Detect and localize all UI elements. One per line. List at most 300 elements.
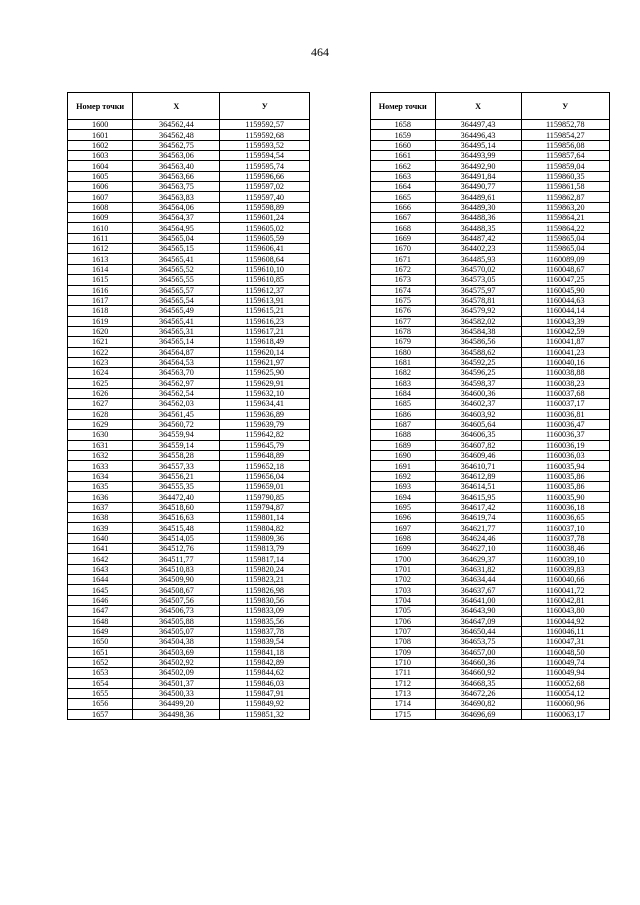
table-row [371,657,610,667]
point-number-cell: 1623 [68,357,133,367]
table-row [68,244,310,254]
y-coordinate-cell: 1159864,21 [521,213,609,223]
x-coordinate-cell: 364565,55 [133,275,220,285]
y-coordinate-cell: 1159639,79 [220,419,310,429]
x-coordinate-cell: 364500,33 [133,688,220,698]
table-row [68,347,310,357]
point-number-cell: 1684 [371,388,436,398]
point-number-cell: 1691 [371,461,436,471]
point-number-cell: 1681 [371,357,436,367]
y-coordinate-cell: 1159826,98 [220,585,310,595]
x-coordinate-cell: 364559,14 [133,440,220,450]
table-row [371,182,610,192]
y-coordinate-cell: 1159618,49 [220,337,310,347]
table-row [68,606,310,616]
point-number-cell: 1659 [371,130,436,140]
x-coordinate-cell: 364504,38 [133,637,220,647]
table-row [371,388,610,398]
table-row [68,151,310,161]
x-coordinate-cell: 364602,37 [435,399,521,409]
point-number-cell: 1608 [68,202,133,212]
header-y: У [521,93,609,120]
x-coordinate-cell: 364603,92 [435,409,521,419]
x-coordinate-cell: 364503,69 [133,647,220,657]
y-coordinate-cell: 1160044,92 [521,616,609,626]
x-coordinate-cell: 364565,41 [133,316,220,326]
x-coordinate-cell: 364564,53 [133,357,220,367]
x-coordinate-cell: 364562,44 [133,120,220,130]
point-number-cell: 1666 [371,202,436,212]
table-row [68,585,310,595]
y-coordinate-cell: 1159617,21 [220,326,310,336]
table-row [371,295,610,305]
point-number-cell: 1713 [371,688,436,698]
point-number-cell: 1680 [371,347,436,357]
table-header-row [68,93,310,120]
y-coordinate-cell: 1159597,02 [220,182,310,192]
y-coordinate-cell: 1160042,59 [521,326,609,336]
x-coordinate-cell: 364558,28 [133,451,220,461]
table-row [371,306,610,316]
table-row [68,254,310,264]
y-coordinate-cell: 1159634,41 [220,399,310,409]
table-row [371,254,610,264]
y-coordinate-cell: 1159820,24 [220,564,310,574]
x-coordinate-cell: 364493,99 [435,151,521,161]
y-coordinate-cell: 1159636,89 [220,409,310,419]
x-coordinate-cell: 364614,51 [435,482,521,492]
table-row [371,544,610,554]
y-coordinate-cell: 1159593,52 [220,140,310,150]
table-row [68,264,310,274]
point-number-cell: 1611 [68,233,133,243]
table-row [371,368,610,378]
table-row [371,482,610,492]
coordinates-table-right [370,92,610,720]
point-number-cell: 1613 [68,254,133,264]
table-row [68,368,310,378]
table-row [371,595,610,605]
point-number-cell: 1620 [68,326,133,336]
x-coordinate-cell: 364598,37 [435,378,521,388]
y-coordinate-cell: 1160035,86 [521,482,609,492]
point-number-cell: 1656 [68,699,133,709]
y-coordinate-cell: 1160054,12 [521,688,609,698]
y-coordinate-cell: 1159613,91 [220,295,310,305]
point-number-cell: 1653 [68,668,133,678]
y-coordinate-cell: 1159592,57 [220,120,310,130]
table-row [68,626,310,636]
header-y: У [220,93,310,120]
point-number-cell: 1689 [371,440,436,450]
y-coordinate-cell: 1159605,02 [220,223,310,233]
table-row [68,182,310,192]
y-coordinate-cell: 1159601,24 [220,213,310,223]
point-number-cell: 1705 [371,606,436,616]
table-row [68,357,310,367]
table-header-row [371,93,610,120]
table-row [371,202,610,212]
x-coordinate-cell: 364607,82 [435,440,521,450]
y-coordinate-cell: 1160036,18 [521,502,609,512]
table-row [371,140,610,150]
y-coordinate-cell: 1160036,81 [521,409,609,419]
point-number-cell: 1626 [68,388,133,398]
x-coordinate-cell: 364564,37 [133,213,220,223]
x-coordinate-cell: 364643,90 [435,606,521,616]
table-row [68,419,310,429]
x-coordinate-cell: 364564,06 [133,202,220,212]
point-number-cell: 1670 [371,244,436,254]
table-row [68,295,310,305]
y-coordinate-cell: 1160036,47 [521,419,609,429]
point-number-cell: 1646 [68,595,133,605]
y-coordinate-cell: 1159854,27 [521,130,609,140]
point-number-cell: 1617 [68,295,133,305]
y-coordinate-cell: 1160089,09 [521,254,609,264]
point-number-cell: 1614 [68,264,133,274]
point-number-cell: 1706 [371,616,436,626]
y-coordinate-cell: 1160044,63 [521,295,609,305]
x-coordinate-cell: 364575,97 [435,285,521,295]
table-row [68,554,310,564]
table-row [68,285,310,295]
table-row [68,533,310,543]
point-number-cell: 1603 [68,151,133,161]
y-coordinate-cell: 1159860,35 [521,171,609,181]
y-coordinate-cell: 1159856,08 [521,140,609,150]
point-number-cell: 1697 [371,523,436,533]
y-coordinate-cell: 1159656,04 [220,471,310,481]
point-number-cell: 1636 [68,492,133,502]
y-coordinate-cell: 1159615,21 [220,306,310,316]
x-coordinate-cell: 364489,61 [435,192,521,202]
table-row [371,440,610,450]
y-coordinate-cell: 1159621,97 [220,357,310,367]
y-coordinate-cell: 1160036,37 [521,430,609,440]
header-x: Х [133,93,220,120]
x-coordinate-cell: 364565,52 [133,264,220,274]
point-number-cell: 1678 [371,326,436,336]
x-coordinate-cell: 364561,45 [133,409,220,419]
x-coordinate-cell: 364637,67 [435,585,521,595]
x-coordinate-cell: 364624,46 [435,533,521,543]
y-coordinate-cell: 1159864,22 [521,223,609,233]
table-row [68,668,310,678]
table-row [68,326,310,336]
y-coordinate-cell: 1159849,92 [220,699,310,709]
x-coordinate-cell: 364562,75 [133,140,220,150]
x-coordinate-cell: 364600,36 [435,388,521,398]
point-number-cell: 1628 [68,409,133,419]
x-coordinate-cell: 364565,41 [133,254,220,264]
y-coordinate-cell: 1160037,78 [521,533,609,543]
x-coordinate-cell: 364631,82 [435,564,521,574]
y-coordinate-cell: 1159620,14 [220,347,310,357]
table-row [371,151,610,161]
y-coordinate-cell: 1160043,80 [521,606,609,616]
table-row [68,699,310,709]
x-coordinate-cell: 364496,43 [435,130,521,140]
point-number-cell: 1606 [68,182,133,192]
x-coordinate-cell: 364563,40 [133,161,220,171]
table-row [371,326,610,336]
table-row [371,316,610,326]
y-coordinate-cell: 1160045,90 [521,285,609,295]
x-coordinate-cell: 364512,76 [133,544,220,554]
table-row [371,409,610,419]
y-coordinate-cell: 1160036,19 [521,440,609,450]
point-number-cell: 1683 [371,378,436,388]
y-coordinate-cell: 1159595,74 [220,161,310,171]
point-number-cell: 1639 [68,523,133,533]
point-number-cell: 1687 [371,419,436,429]
table-row [68,399,310,409]
point-number-cell: 1708 [371,637,436,647]
y-coordinate-cell: 1160039,83 [521,564,609,574]
point-number-cell: 1710 [371,657,436,667]
x-coordinate-cell: 364498,36 [133,709,220,719]
x-coordinate-cell: 364578,81 [435,295,521,305]
table-row [371,233,610,243]
table-row [68,316,310,326]
table-row [371,606,610,616]
x-coordinate-cell: 364402,23 [435,244,521,254]
table-row [371,616,610,626]
point-number-cell: 1663 [371,171,436,181]
x-coordinate-cell: 364609,46 [435,451,521,461]
y-coordinate-cell: 1159612,37 [220,285,310,295]
x-coordinate-cell: 364634,44 [435,575,521,585]
point-number-cell: 1627 [68,399,133,409]
y-coordinate-cell: 1160060,96 [521,699,609,709]
table-row [68,492,310,502]
table-row [371,213,610,223]
table-row [371,533,610,543]
point-number-cell: 1643 [68,564,133,574]
point-number-cell: 1605 [68,171,133,181]
table-row [68,451,310,461]
x-coordinate-cell: 364619,74 [435,513,521,523]
x-coordinate-cell: 364560,72 [133,419,220,429]
x-coordinate-cell: 364515,48 [133,523,220,533]
y-coordinate-cell: 1159852,78 [521,120,609,130]
header-point-number: Номер точки [68,93,133,120]
point-number-cell: 1661 [371,151,436,161]
point-number-cell: 1638 [68,513,133,523]
table-row [68,595,310,605]
x-coordinate-cell: 364579,92 [435,306,521,316]
point-number-cell: 1672 [371,264,436,274]
table-row [371,678,610,688]
y-coordinate-cell: 1159863,20 [521,202,609,212]
table-row [371,378,610,388]
y-coordinate-cell: 1159837,78 [220,626,310,636]
header-x: Х [435,93,521,120]
x-coordinate-cell: 364647,09 [435,616,521,626]
point-number-cell: 1624 [68,368,133,378]
x-coordinate-cell: 364563,66 [133,171,220,181]
y-coordinate-cell: 1159859,04 [521,161,609,171]
x-coordinate-cell: 364660,36 [435,657,521,667]
point-number-cell: 1692 [371,471,436,481]
x-coordinate-cell: 364488,35 [435,223,521,233]
y-coordinate-cell: 1160052,68 [521,678,609,688]
x-coordinate-cell: 364514,05 [133,533,220,543]
x-coordinate-cell: 364502,09 [133,668,220,678]
y-coordinate-cell: 1160048,50 [521,647,609,657]
point-number-cell: 1667 [371,213,436,223]
x-coordinate-cell: 364565,31 [133,326,220,336]
x-coordinate-cell: 364495,14 [435,140,521,150]
point-number-cell: 1604 [68,161,133,171]
x-coordinate-cell: 364584,38 [435,326,521,336]
y-coordinate-cell: 1159847,91 [220,688,310,698]
x-coordinate-cell: 364472,40 [133,492,220,502]
point-number-cell: 1652 [68,657,133,667]
x-coordinate-cell: 364650,44 [435,626,521,636]
y-coordinate-cell: 1159629,91 [220,378,310,388]
x-coordinate-cell: 364570,02 [435,264,521,274]
y-coordinate-cell: 1159632,10 [220,388,310,398]
point-number-cell: 1696 [371,513,436,523]
table-row [68,502,310,512]
page-number: 464 [311,45,329,59]
x-coordinate-cell: 364610,71 [435,461,521,471]
table-row [371,430,610,440]
y-coordinate-cell: 1159857,64 [521,151,609,161]
x-coordinate-cell: 364563,83 [133,192,220,202]
point-number-cell: 1649 [68,626,133,636]
y-coordinate-cell: 1159605,59 [220,233,310,243]
table-row [68,140,310,150]
point-number-cell: 1671 [371,254,436,264]
y-coordinate-cell: 1160037,68 [521,388,609,398]
x-coordinate-cell: 364564,87 [133,347,220,357]
x-coordinate-cell: 364505,88 [133,616,220,626]
table-row [371,192,610,202]
point-number-cell: 1629 [68,419,133,429]
y-coordinate-cell: 1160048,67 [521,264,609,274]
x-coordinate-cell: 364557,33 [133,461,220,471]
y-coordinate-cell: 1160043,39 [521,316,609,326]
y-coordinate-cell: 1160039,10 [521,554,609,564]
point-number-cell: 1651 [68,647,133,657]
x-coordinate-cell: 364629,37 [435,554,521,564]
x-coordinate-cell: 364485,93 [435,254,521,264]
table-row [68,378,310,388]
y-coordinate-cell: 1160042,81 [521,595,609,605]
x-coordinate-cell: 364497,43 [435,120,521,130]
table-row [68,482,310,492]
x-coordinate-cell: 364509,90 [133,575,220,585]
table-row [68,647,310,657]
table-row [68,544,310,554]
x-coordinate-cell: 364615,95 [435,492,521,502]
table-row [68,616,310,626]
y-coordinate-cell: 1160038,46 [521,544,609,554]
table-row [68,678,310,688]
point-number-cell: 1679 [371,337,436,347]
table-row [371,709,610,719]
table-row [68,409,310,419]
x-coordinate-cell: 364660,92 [435,668,521,678]
point-number-cell: 1616 [68,285,133,295]
y-coordinate-cell: 1160063,17 [521,709,609,719]
table-row [68,513,310,523]
table-row [371,357,610,367]
x-coordinate-cell: 364621,77 [435,523,521,533]
y-coordinate-cell: 1159645,79 [220,440,310,450]
table-row [371,492,610,502]
x-coordinate-cell: 364565,54 [133,295,220,305]
table-row [68,337,310,347]
point-number-cell: 1637 [68,502,133,512]
x-coordinate-cell: 364510,83 [133,564,220,574]
table-row [68,461,310,471]
x-coordinate-cell: 364491,84 [435,171,521,181]
point-number-cell: 1662 [371,161,436,171]
y-coordinate-cell: 1159801,14 [220,513,310,523]
point-number-cell: 1682 [371,368,436,378]
point-number-cell: 1676 [371,306,436,316]
y-coordinate-cell: 1160049,74 [521,657,609,667]
y-coordinate-cell: 1159862,87 [521,192,609,202]
point-number-cell: 1650 [68,637,133,647]
y-coordinate-cell: 1159861,58 [521,182,609,192]
y-coordinate-cell: 1159616,23 [220,316,310,326]
y-coordinate-cell: 1160035,90 [521,492,609,502]
x-coordinate-cell: 364563,70 [133,368,220,378]
table-row [68,575,310,585]
table-row [68,564,310,574]
table-row [371,668,610,678]
x-coordinate-cell: 364562,97 [133,378,220,388]
y-coordinate-cell: 1160047,31 [521,637,609,647]
table-row [371,626,610,636]
x-coordinate-cell: 364565,04 [133,233,220,243]
coordinates-table-left [67,92,310,720]
table-row [371,285,610,295]
y-coordinate-cell: 1160041,23 [521,347,609,357]
x-coordinate-cell: 364668,35 [435,678,521,688]
table-row [371,399,610,409]
x-coordinate-cell: 364562,54 [133,388,220,398]
point-number-cell: 1602 [68,140,133,150]
point-number-cell: 1688 [371,430,436,440]
point-number-cell: 1647 [68,606,133,616]
y-coordinate-cell: 1159592,68 [220,130,310,140]
x-coordinate-cell: 364627,10 [435,544,521,554]
point-number-cell: 1664 [371,182,436,192]
x-coordinate-cell: 364511,77 [133,554,220,564]
point-number-cell: 1673 [371,275,436,285]
table-row [371,419,610,429]
x-coordinate-cell: 364588,62 [435,347,521,357]
x-coordinate-cell: 364518,60 [133,502,220,512]
point-number-cell: 1714 [371,699,436,709]
x-coordinate-cell: 364499,20 [133,699,220,709]
table-row [371,451,610,461]
point-number-cell: 1712 [371,678,436,688]
x-coordinate-cell: 364653,75 [435,637,521,647]
x-coordinate-cell: 364488,36 [435,213,521,223]
point-number-cell: 1677 [371,316,436,326]
table-row [68,161,310,171]
x-coordinate-cell: 364696,69 [435,709,521,719]
y-coordinate-cell: 1160041,87 [521,337,609,347]
x-coordinate-cell: 364502,92 [133,657,220,667]
